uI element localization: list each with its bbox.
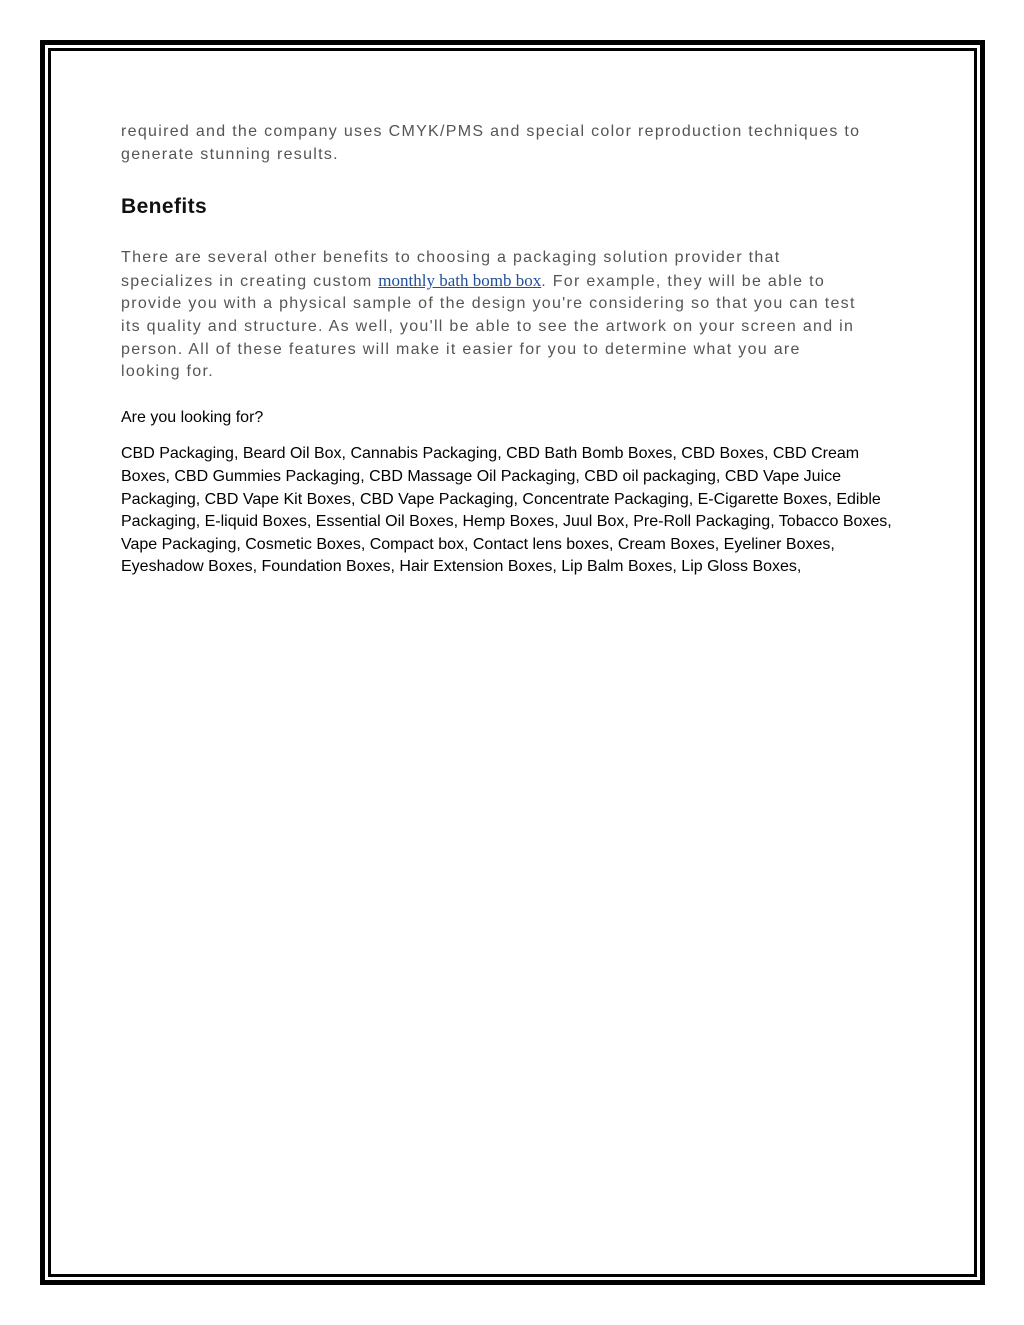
product-list-line: CBD Packaging, Beard Oil Box, Cannabis Packaging, CBD Bath Bomb Boxes, CBD Boxes, CBD Cream [121, 445, 860, 463]
benefits-line: person. All of these features will make it easier for you to determine what you are [121, 340, 801, 358]
intro-paragraph [121, 121, 911, 166]
benefits-line: . For example, they will be able to [541, 272, 826, 290]
benefits-line: There are several other benefits to choosing a packaging solution provider that [121, 249, 781, 267]
benefits-line: provide you with a physical sample of the design you're considering so that you can test [121, 295, 856, 313]
monthly-bath-bomb-box-link[interactable]: monthly bath bomb box [378, 270, 542, 290]
section-heading: Benefits [121, 195, 208, 219]
benefits-line: looking for. [121, 363, 214, 381]
benefits-line: its quality and structure. As well, you'll be able to see the artwork on your screen and in [121, 317, 855, 335]
intro-line: generate stunning results. [121, 145, 339, 163]
product-list-line: Packaging, E-liquid Boxes, Essential Oil Boxes, Hemp Boxes, Juul Box, Pre-Roll Packaging, Tobacco Boxes, [121, 513, 892, 531]
document-body [121, 121, 911, 579]
product-list [121, 443, 911, 579]
product-list-line: Boxes, CBD Gummies Packaging, CBD Massage Oil Packaging, CBD oil packaging, CBD Vape Juice [121, 467, 842, 485]
product-list-line: Packaging, CBD Vape Kit Boxes, CBD Vape Packaging, Concentrate Packaging, E-Cigarette Boxes, Edible [121, 490, 881, 508]
product-list-line: Eyeshadow Boxes, Foundation Boxes, Hair Extension Boxes, Lip Balm Boxes, Lip Gloss Boxes, [121, 558, 802, 576]
benefits-line: specializes in creating custom [121, 272, 379, 290]
benefits-paragraph [121, 247, 911, 384]
intro-line: required and the company uses CMYK/PMS and special color reproduction techniques to [121, 123, 861, 140]
question-text: Are you looking for? [121, 408, 264, 426]
product-list-line: Vape Packaging, Cosmetic Boxes, Compact box, Contact lens boxes, Cream Boxes, Eyeliner Boxes, [121, 535, 835, 553]
